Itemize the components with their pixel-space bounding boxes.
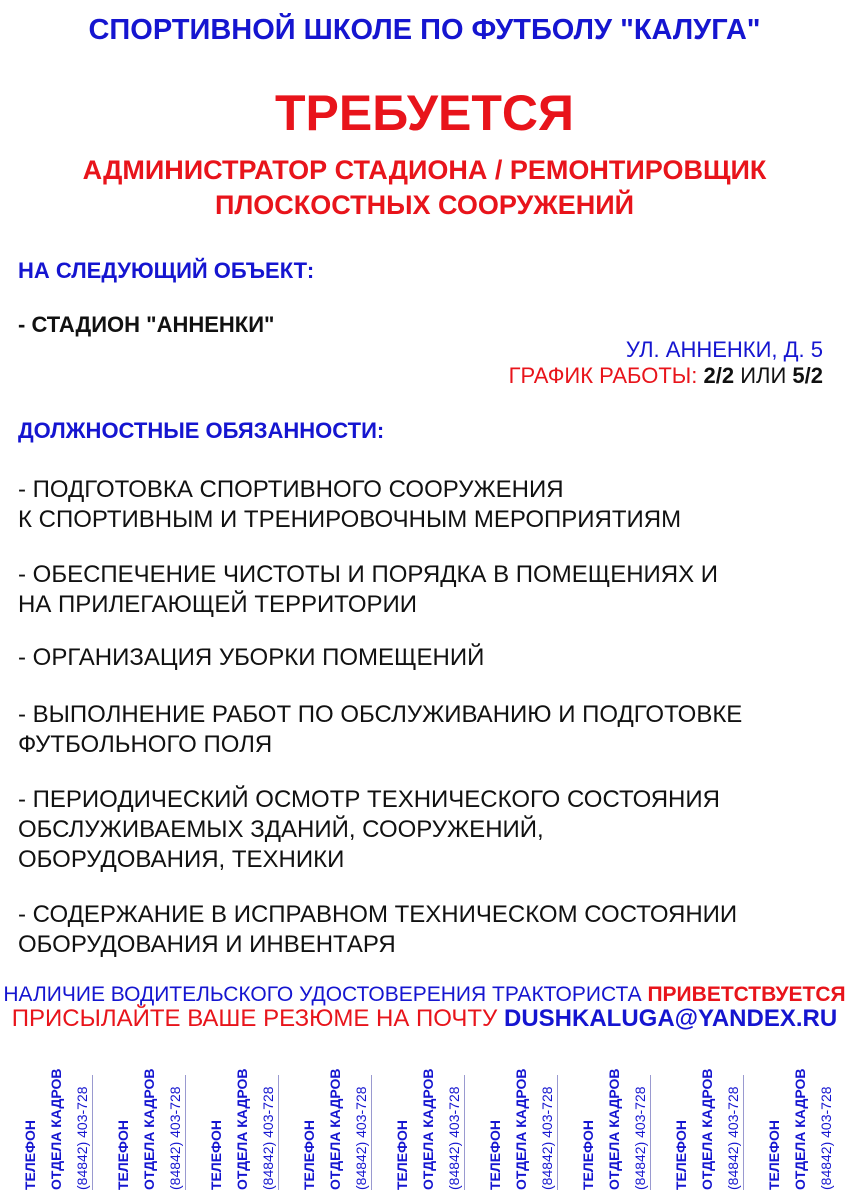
email-link[interactable]: DUSHKALUGA@YANDEX.RU bbox=[503, 1005, 838, 1032]
strip-text bbox=[575, 1060, 653, 1190]
strip-department: ОТДЕЛА КАДРОВ bbox=[48, 1068, 64, 1190]
strip-phone-label: ТЕЛЕФОН bbox=[208, 1120, 224, 1190]
tear-off-strip[interactable] bbox=[279, 1045, 372, 1200]
required-heading: ТРЕБУЕТСЯ bbox=[275, 85, 574, 141]
strip-phone-number: (84842) 403-728 bbox=[725, 1086, 741, 1190]
strip-text bbox=[203, 1060, 281, 1190]
duty-line: ОБОРУДОВАНИЯ И ИНВЕНТАРЯ bbox=[18, 931, 396, 958]
resume-note bbox=[0, 1005, 849, 1033]
tear-off-strip[interactable] bbox=[744, 1045, 837, 1200]
strip-phone-label: ТЕЛЕФОН bbox=[22, 1120, 38, 1190]
strip-text bbox=[296, 1060, 374, 1190]
duty-line: ФУТБОЛЬНОГО ПОЛЯ bbox=[18, 731, 273, 758]
duty-line: ОБСЛУЖИВАЕМЫХ ЗДАНИЙ, СООРУЖЕНИЙ, bbox=[18, 816, 544, 843]
strip-phone-number: (84842) 403-728 bbox=[74, 1086, 90, 1190]
strip-phone-label: ТЕЛЕФОН bbox=[301, 1120, 317, 1190]
schedule-value-2: 5/2 bbox=[792, 363, 823, 388]
stadium-name: - СТАДИОН "АННЕНКИ" bbox=[18, 312, 275, 337]
strip-phone-label: ТЕЛЕФОН bbox=[673, 1120, 689, 1190]
strip-text bbox=[668, 1060, 746, 1190]
duty-line: - ПЕРИОДИЧЕСКИЙ ОСМОТР ТЕХНИЧЕСКОГО СОСТОЯНИЯ bbox=[18, 786, 720, 813]
duty-line: НА ПРИЛЕГАЮЩЕЙ ТЕРРИТОРИИ bbox=[18, 591, 418, 618]
duty-line: ОБОРУДОВАНИЯ, ТЕХНИКИ bbox=[18, 846, 345, 873]
duty-item bbox=[18, 900, 737, 960]
strip-text bbox=[761, 1060, 839, 1190]
strip-phone-label: ТЕЛЕФОН bbox=[766, 1120, 782, 1190]
note-text: НАЛИЧИЕ ВОДИТЕЛЬСКОГО УДОСТОВЕРЕНИЯ ТРАКТОРИСТА bbox=[3, 983, 642, 1006]
tractor-license-note bbox=[0, 983, 849, 1007]
schedule-value-1: 2/2 bbox=[703, 363, 735, 388]
duty-item bbox=[18, 700, 742, 760]
strip-phone-label: ТЕЛЕФОН bbox=[487, 1120, 503, 1190]
strip-phone-number: (84842) 403-728 bbox=[446, 1086, 462, 1190]
work-schedule bbox=[509, 363, 823, 389]
strip-phone-number: (84842) 403-728 bbox=[353, 1086, 369, 1190]
strip-department: ОТДЕЛА КАДРОВ bbox=[792, 1068, 808, 1190]
strip-phone-number: (84842) 403-728 bbox=[539, 1086, 555, 1190]
tear-off-strip[interactable] bbox=[465, 1045, 558, 1200]
address: УЛ. АННЕНКИ, Д. 5 bbox=[625, 337, 823, 362]
strip-text bbox=[110, 1060, 188, 1190]
duty-item bbox=[18, 785, 720, 875]
position-title-line1: АДМИНИСТРАТОР СТАДИОНА / РЕМОНТИРОВЩИК bbox=[82, 155, 767, 185]
strip-department: ОТДЕЛА КАДРОВ bbox=[420, 1068, 436, 1190]
note-accent: ПРИВЕТСТВУЕТСЯ bbox=[647, 983, 846, 1006]
position-title-line2: ПЛОСКОСТНЫХ СООРУЖЕНИЙ bbox=[214, 190, 635, 220]
strip-phone-label: ТЕЛЕФОН bbox=[115, 1120, 131, 1190]
duty-line: - ВЫПОЛНЕНИЕ РАБОТ ПО ОБСЛУЖИВАНИЮ И ПОДГОТОВКЕ bbox=[18, 701, 743, 728]
strip-department: ОТДЕЛА КАДРОВ bbox=[327, 1068, 343, 1190]
strip-department: ОТДЕЛА КАДРОВ bbox=[234, 1068, 250, 1190]
tear-off-strip[interactable] bbox=[93, 1045, 186, 1200]
duty-line: - ОБЕСПЕЧЕНИЕ ЧИСТОТЫ И ПОРЯДКА В ПОМЕЩЕНИЯХ И bbox=[18, 561, 719, 588]
strip-text bbox=[17, 1060, 95, 1190]
duty-line: К СПОРТИВНЫМ И ТРЕНИРОВОЧНЫМ МЕРОПРИЯТИЯМ bbox=[18, 506, 682, 533]
strip-department: ОТДЕЛА КАДРОВ bbox=[141, 1068, 157, 1190]
tear-off-strip[interactable] bbox=[186, 1045, 279, 1200]
duty-line: - СОДЕРЖАНИЕ В ИСПРАВНОМ ТЕХНИЧЕСКОМ СОСТОЯНИИ bbox=[18, 901, 738, 928]
strip-text bbox=[482, 1060, 560, 1190]
duty-line: - ПОДГОТОВКА СПОРТИВНОГО СООРУЖЕНИЯ bbox=[18, 476, 564, 503]
resume-text: ПРИСЫЛАЙТЕ ВАШЕ РЕЗЮМЕ НА ПОЧТУ bbox=[11, 1005, 498, 1032]
tear-off-strip[interactable] bbox=[0, 1045, 93, 1200]
schedule-label: ГРАФИК РАБОТЫ: bbox=[508, 363, 698, 388]
tear-off-strip[interactable] bbox=[651, 1045, 744, 1200]
strip-phone-number: (84842) 403-728 bbox=[260, 1086, 276, 1190]
tear-off-strip[interactable] bbox=[372, 1045, 465, 1200]
tear-off-strip[interactable] bbox=[558, 1045, 651, 1200]
school-header: СПОРТИВНОЙ ШКОЛЕ ПО ФУТБОЛУ "КАЛУГА" bbox=[88, 14, 761, 46]
strip-phone-label: ТЕЛЕФОН bbox=[394, 1120, 410, 1190]
object-label: НА СЛЕДУЮЩИЙ ОБЪЕКТ: bbox=[18, 258, 315, 283]
strip-department: ОТДЕЛА КАДРОВ bbox=[699, 1068, 715, 1190]
strip-department: ОТДЕЛА КАДРОВ bbox=[606, 1068, 622, 1190]
duty-item bbox=[18, 643, 484, 673]
duties-label: ДОЛЖНОСТНЫЕ ОБЯЗАННОСТИ: bbox=[18, 418, 385, 443]
strip-phone-number: (84842) 403-728 bbox=[818, 1086, 834, 1190]
strip-phone-number: (84842) 403-728 bbox=[167, 1086, 183, 1190]
strip-department: ОТДЕЛА КАДРОВ bbox=[513, 1068, 529, 1190]
duty-item bbox=[18, 475, 681, 535]
duty-line: - ОРГАНИЗАЦИЯ УБОРКИ ПОМЕЩЕНИЙ bbox=[18, 644, 485, 671]
schedule-or: ИЛИ bbox=[740, 363, 787, 388]
strip-text bbox=[389, 1060, 467, 1190]
strip-phone-number: (84842) 403-728 bbox=[632, 1086, 648, 1190]
duty-item bbox=[18, 560, 718, 620]
strip-phone-label: ТЕЛЕФОН bbox=[580, 1120, 596, 1190]
